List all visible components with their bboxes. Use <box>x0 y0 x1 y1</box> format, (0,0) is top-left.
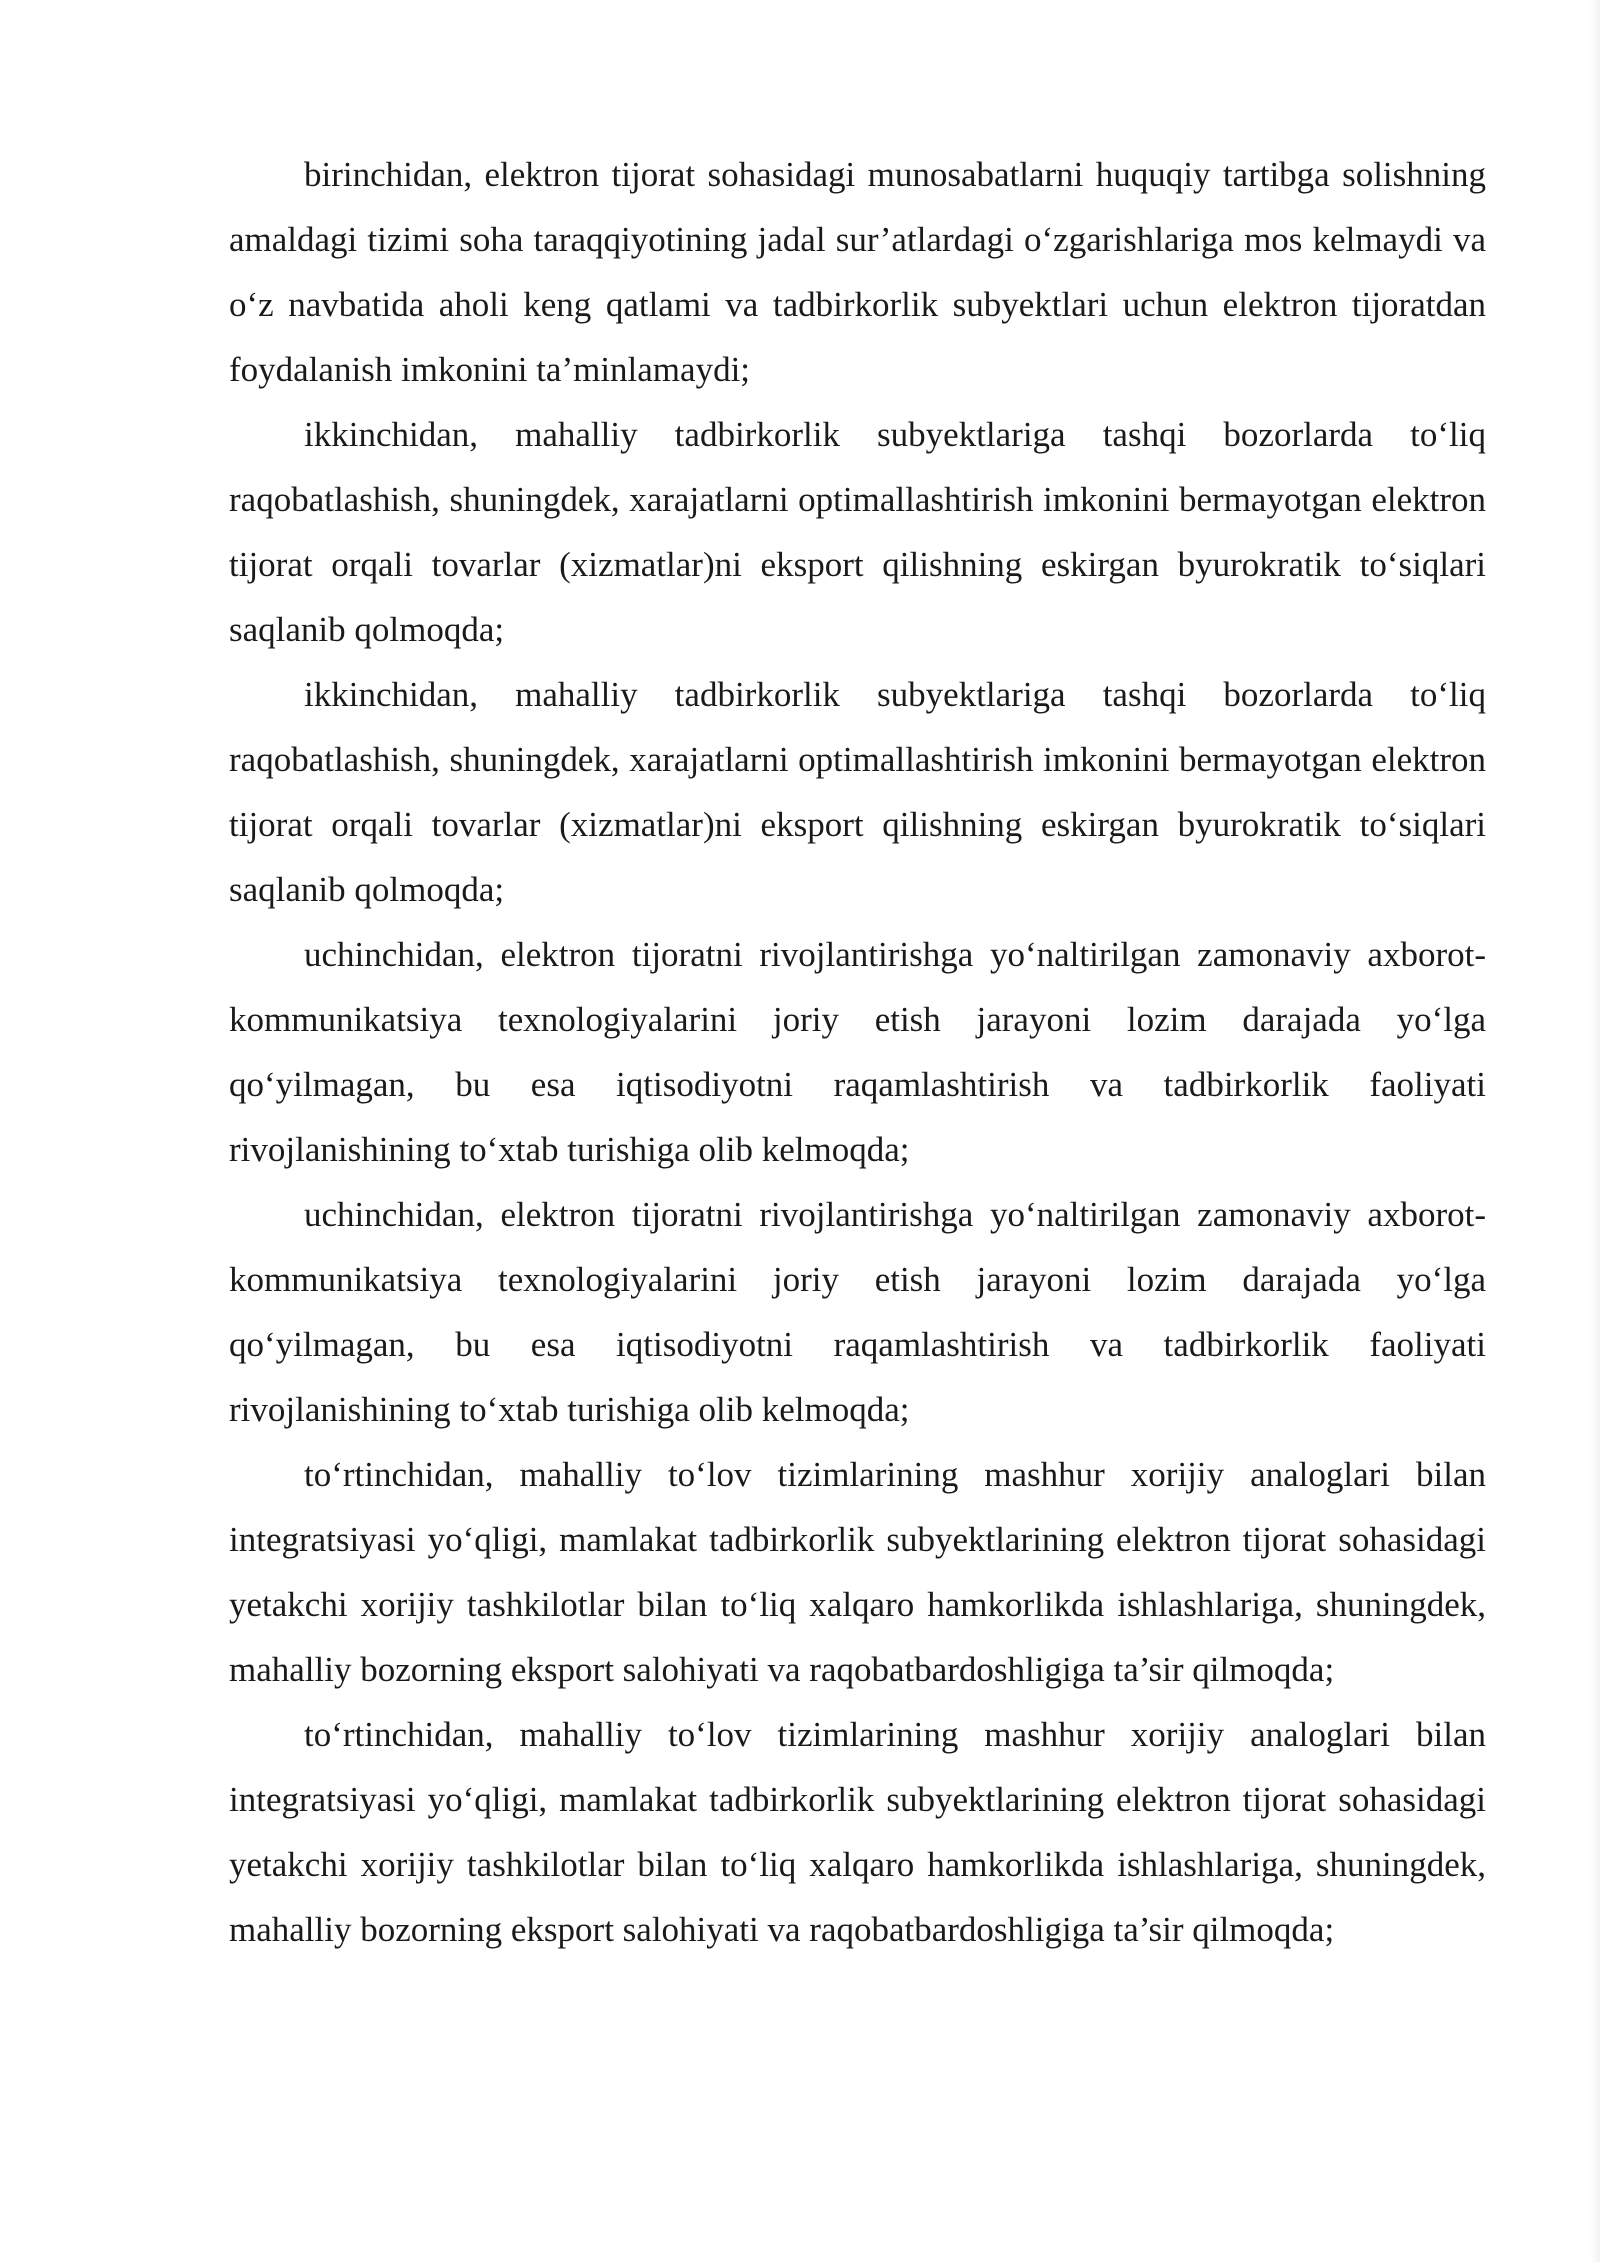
paragraph-tortinchidan-repeat: to‘rtinchidan, mahalliy to‘lov tizimlarining mashhur xorijiy analoglari bilan integratsiyasi yo‘qligi, mamlakat tadbirkorlik subyektlarining elektron tijorat sohasidagi yetakchi xorijiy tashkilotlar bilan to‘liq xalqaro hamkorlikda ishlashlariga, shuningdek, mahalliy bozorning eksport salohiyati va raqobatbardoshligiga ta’sir qilmoqda; <box>229 1715 1486 1949</box>
paragraph-ikkinchidan: ikkinchidan, mahalliy tadbirkorlik subyektlariga tashqi bozorlarda to‘liq raqobatlashish, shuningdek, xarajatlarni optimallashtirish imkonini bermayotgan elektron tijorat orqali tovarlar (xizmatlar)ni eksport qilishning eskirgan byurokratik to‘siqlari saqlanib qolmoqda; <box>229 415 1486 649</box>
page-edge-shadow <box>1590 0 1600 2262</box>
paragraph-uchinchidan-repeat: uchinchidan, elektron tijoratni rivojlantirishga yo‘naltirilgan zamonaviy axborot-kommunikatsiya texnologiyalarini joriy etish jarayoni lozim darajada yo‘lga qo‘yilmagan, bu esa iqtisodiyotni raqamlashtirish va tadbirkorlik faoliyati rivojlanishining to‘xtab turishiga olib kelmoqda; <box>229 1195 1486 1429</box>
document-body <box>229 142 1486 1962</box>
paragraph-ikkinchidan-repeat: ikkinchidan, mahalliy tadbirkorlik subyektlariga tashqi bozorlarda to‘liq raqobatlashish, shuningdek, xarajatlarni optimallashtirish imkonini bermayotgan elektron tijorat orqali tovarlar (xizmatlar)ni eksport qilishning eskirgan byurokratik to‘siqlari saqlanib qolmoqda; <box>229 675 1486 909</box>
paragraph-birinchidan: birinchidan, elektron tijorat sohasidagi munosabatlarni huquqiy tartibga solishning amaldagi tizimi soha taraqqiyotining jadal sur’atlardagi o‘zgarishlariga mos kelmaydi va o‘z navbatida aholi keng qatlami va tadbirkorlik subyektlari uchun elektron tijoratdan foydalanish imkonini ta’minlamaydi; <box>229 155 1486 389</box>
paragraph-tortinchidan: to‘rtinchidan, mahalliy to‘lov tizimlarining mashhur xorijiy analoglari bilan integratsiyasi yo‘qligi, mamlakat tadbirkorlik subyektlarining elektron tijorat sohasidagi yetakchi xorijiy tashkilotlar bilan to‘liq xalqaro hamkorlikda ishlashlariga, shuningdek, mahalliy bozorning eksport salohiyati va raqobatbardoshligiga ta’sir qilmoqda; <box>229 1455 1486 1689</box>
paragraph-uchinchidan: uchinchidan, elektron tijoratni rivojlantirishga yo‘naltirilgan zamonaviy axborot-kommunikatsiya texnologiyalarini joriy etish jarayoni lozim darajada yo‘lga qo‘yilmagan, bu esa iqtisodiyotni raqamlashtirish va tadbirkorlik faoliyati rivojlanishining to‘xtab turishiga olib kelmoqda; <box>229 935 1486 1169</box>
